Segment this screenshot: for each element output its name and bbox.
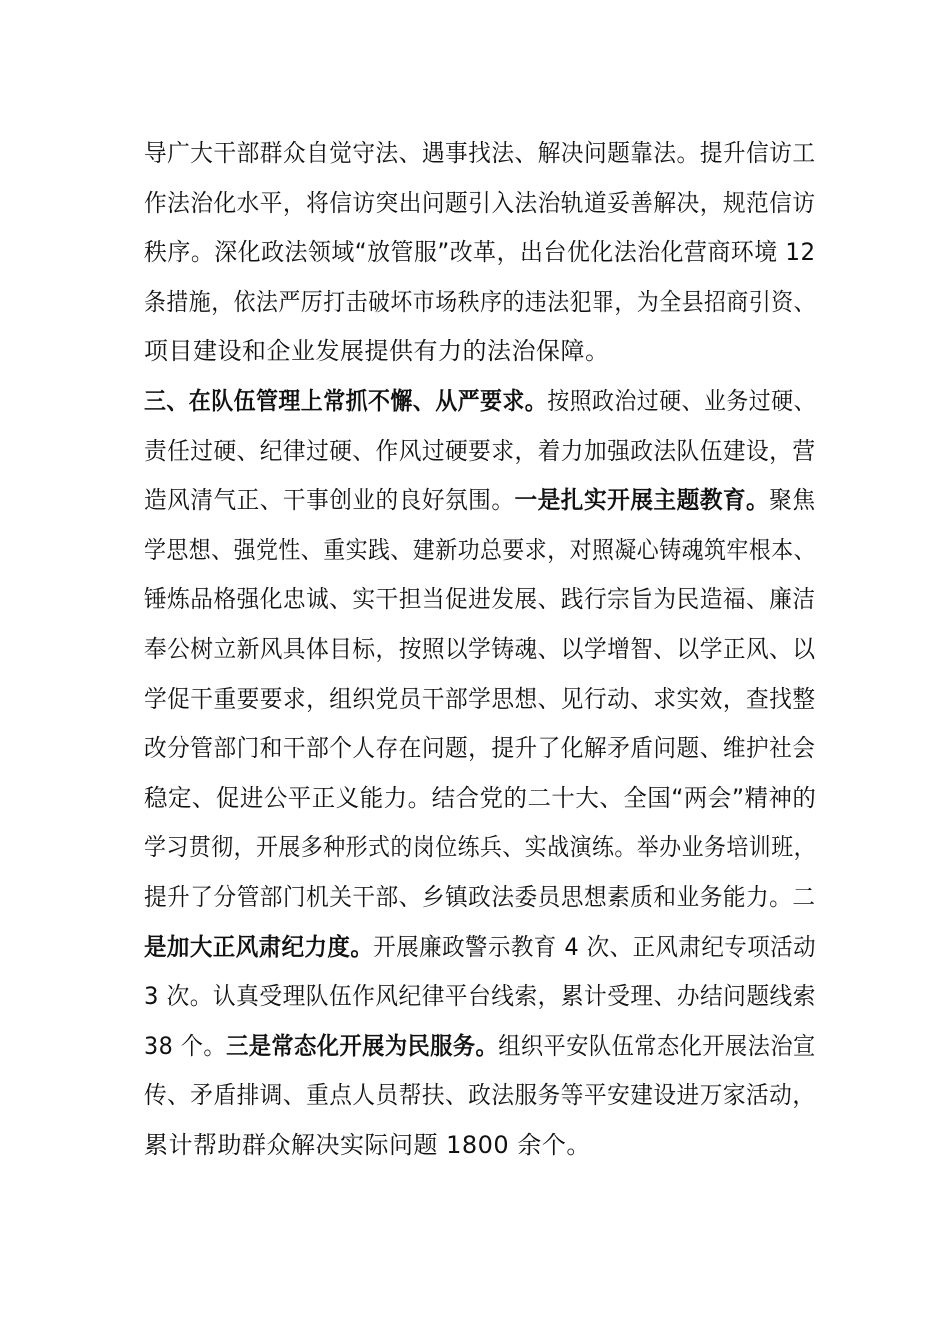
body-text: 传、矛盾排调、重点人员帮扶、政法服务等平安建设进万家活动， — [144, 1081, 816, 1110]
text-line — [144, 584, 815, 614]
body-text: 导广大干部群众自觉守法、遇事找法、解决问题靠法。提升信访工 — [144, 139, 816, 167]
body-text: 条措施，依法严厉打击破坏市场秩序的违法犯罪，为全县招商引资、 — [144, 287, 817, 316]
body-text: 学思想、强党性、重实践、建新功总要求，对照凝心铸魂筑牢根本、 — [144, 535, 817, 564]
text-line — [144, 684, 815, 714]
body-text: 项目建设和企业发展提供有力的法治保障。 — [144, 337, 610, 366]
text-line — [144, 882, 815, 912]
text-line — [144, 932, 816, 962]
text-line — [144, 336, 610, 366]
text-line — [144, 1080, 815, 1110]
body-text: 作法治化水平，将信访突出问题引入法治轨道妥善解决，规范信访 — [144, 188, 816, 217]
text-line — [144, 188, 815, 218]
body-text: 按照政治过硬、业务过硬、 — [547, 387, 817, 415]
body-text: 聚焦 — [769, 486, 816, 515]
body-text: 奉公树立新风具体目标，按照以学铸魂、以学增智、以学正风、以 — [144, 635, 816, 663]
text-line — [144, 535, 816, 565]
body-text: 提升了分管部门机关干部、乡镇政法委员思想素质和业务能力。二 — [144, 883, 816, 911]
bold-heading-text: 三、在队伍管理上常抓不懈、从严要求。 — [144, 387, 548, 415]
text-line — [144, 634, 815, 664]
body-text: 组织平安队伍常态化开展法治宣 — [498, 1031, 816, 1060]
body-text: 秩序。深化政法领域“放管服”改革，出台优化法治化营商环境 12 — [144, 238, 816, 267]
body-text: 38 个。 — [144, 1031, 227, 1060]
body-text: 学促干重要要求，组织党员干部学思想、见行动、求实效，查找整 — [144, 684, 816, 713]
bold-heading-text: 是加大正风肃纪力度。 — [144, 932, 374, 961]
body-text: 累计帮助群众解决实际问题 1800 余个。 — [144, 1131, 591, 1159]
text-line — [144, 783, 816, 813]
body-text: 责任过硬、纪律过硬、作风过硬要求，着力加强政法队伍建设，营 — [144, 436, 816, 465]
body-text: 锤炼品格强化忠诚、实干担当促进发展、践行宗旨为民造福、廉洁 — [144, 585, 816, 614]
text-line — [144, 733, 815, 763]
text-line — [144, 1031, 816, 1061]
body-text: 改分管部门和干部个人存在问题，提升了化解矛盾问题、维护社会 — [144, 734, 816, 763]
text-line — [144, 485, 815, 515]
text-line — [144, 386, 816, 416]
body-text: 学习贯彻，开展多种形式的岗位练兵、实战演练。举办业务培训班， — [144, 833, 817, 862]
text-line — [144, 981, 816, 1011]
body-text: 3 次。认真受理队伍作风纪律平台线索，累计受理、办结问题线索 — [144, 982, 816, 1011]
text-line — [144, 287, 816, 317]
body-text: 造风清气正、干事创业的良好氛围。 — [144, 486, 515, 515]
text-line — [144, 138, 815, 168]
body-text: 稳定、促进公平正义能力。结合党的二十大、全国“两会”精神的 — [144, 783, 817, 812]
text-line — [144, 436, 815, 466]
body-text: 开展廉政警示教育 4 次、正风肃纪专项活动 — [373, 932, 817, 961]
text-line — [144, 1130, 591, 1160]
text-line — [144, 237, 816, 267]
bold-heading-text: 三是常态化开展为民服务。 — [226, 1031, 499, 1060]
bold-heading-text: 一是扎实开展主题教育。 — [514, 486, 770, 515]
text-line — [144, 832, 816, 862]
